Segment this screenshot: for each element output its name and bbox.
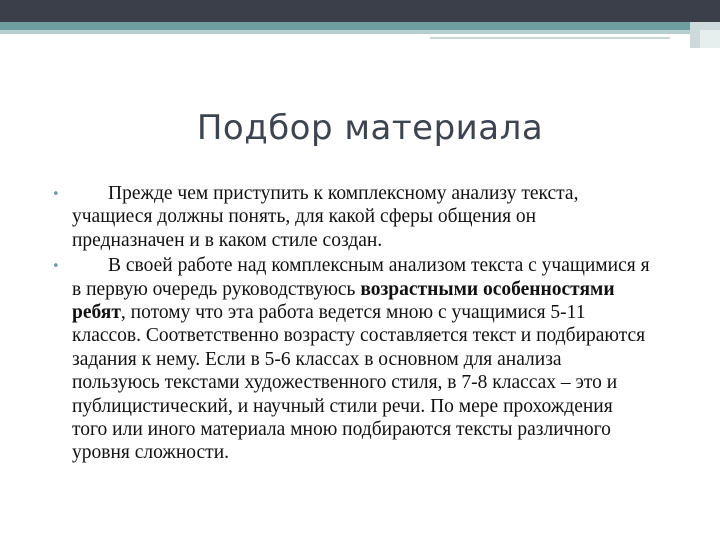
paragraph-2-emphasis: возрастными особенностями ребят (72, 278, 615, 324)
slide-title: Подбор материала (196, 108, 544, 148)
paragraph-2 (52, 254, 652, 465)
bullet-icon: • (52, 187, 60, 202)
paragraph-1 (52, 182, 652, 252)
header-thin-line (430, 37, 670, 39)
paragraph-2-text-a: В своей работе над комплексным анализом текста с учащимися я в первую очередь руководствуюсь (72, 255, 650, 300)
header-light-bar (0, 30, 720, 34)
bullet-icon: • (52, 259, 60, 275)
header-dark-bar (0, 0, 720, 22)
header-corner-block-inner (700, 30, 720, 48)
paragraph-1-text: Прежде чем приступить к комплексному анализу текста, учащиеся должны понять, для какой сферы общения он предназначен и в каком стиле создан. (72, 183, 579, 251)
slide-body (52, 182, 652, 467)
header-teal-bar (0, 22, 720, 30)
paragraph-2-text-b: , потому что эта работа ведется мною с учащимися 5-11 классов. Соответственно возрасту составляется текст и подбираются задания к нему. Если в 5-6 классах в основном для анализа пользуюсь текстами художественного стиля, в 7-8 классах – это и публицистический, и научный стили речи. По мере прохождения того или иного материала мною подбираются тексты различного уровня сложности. (72, 302, 646, 464)
